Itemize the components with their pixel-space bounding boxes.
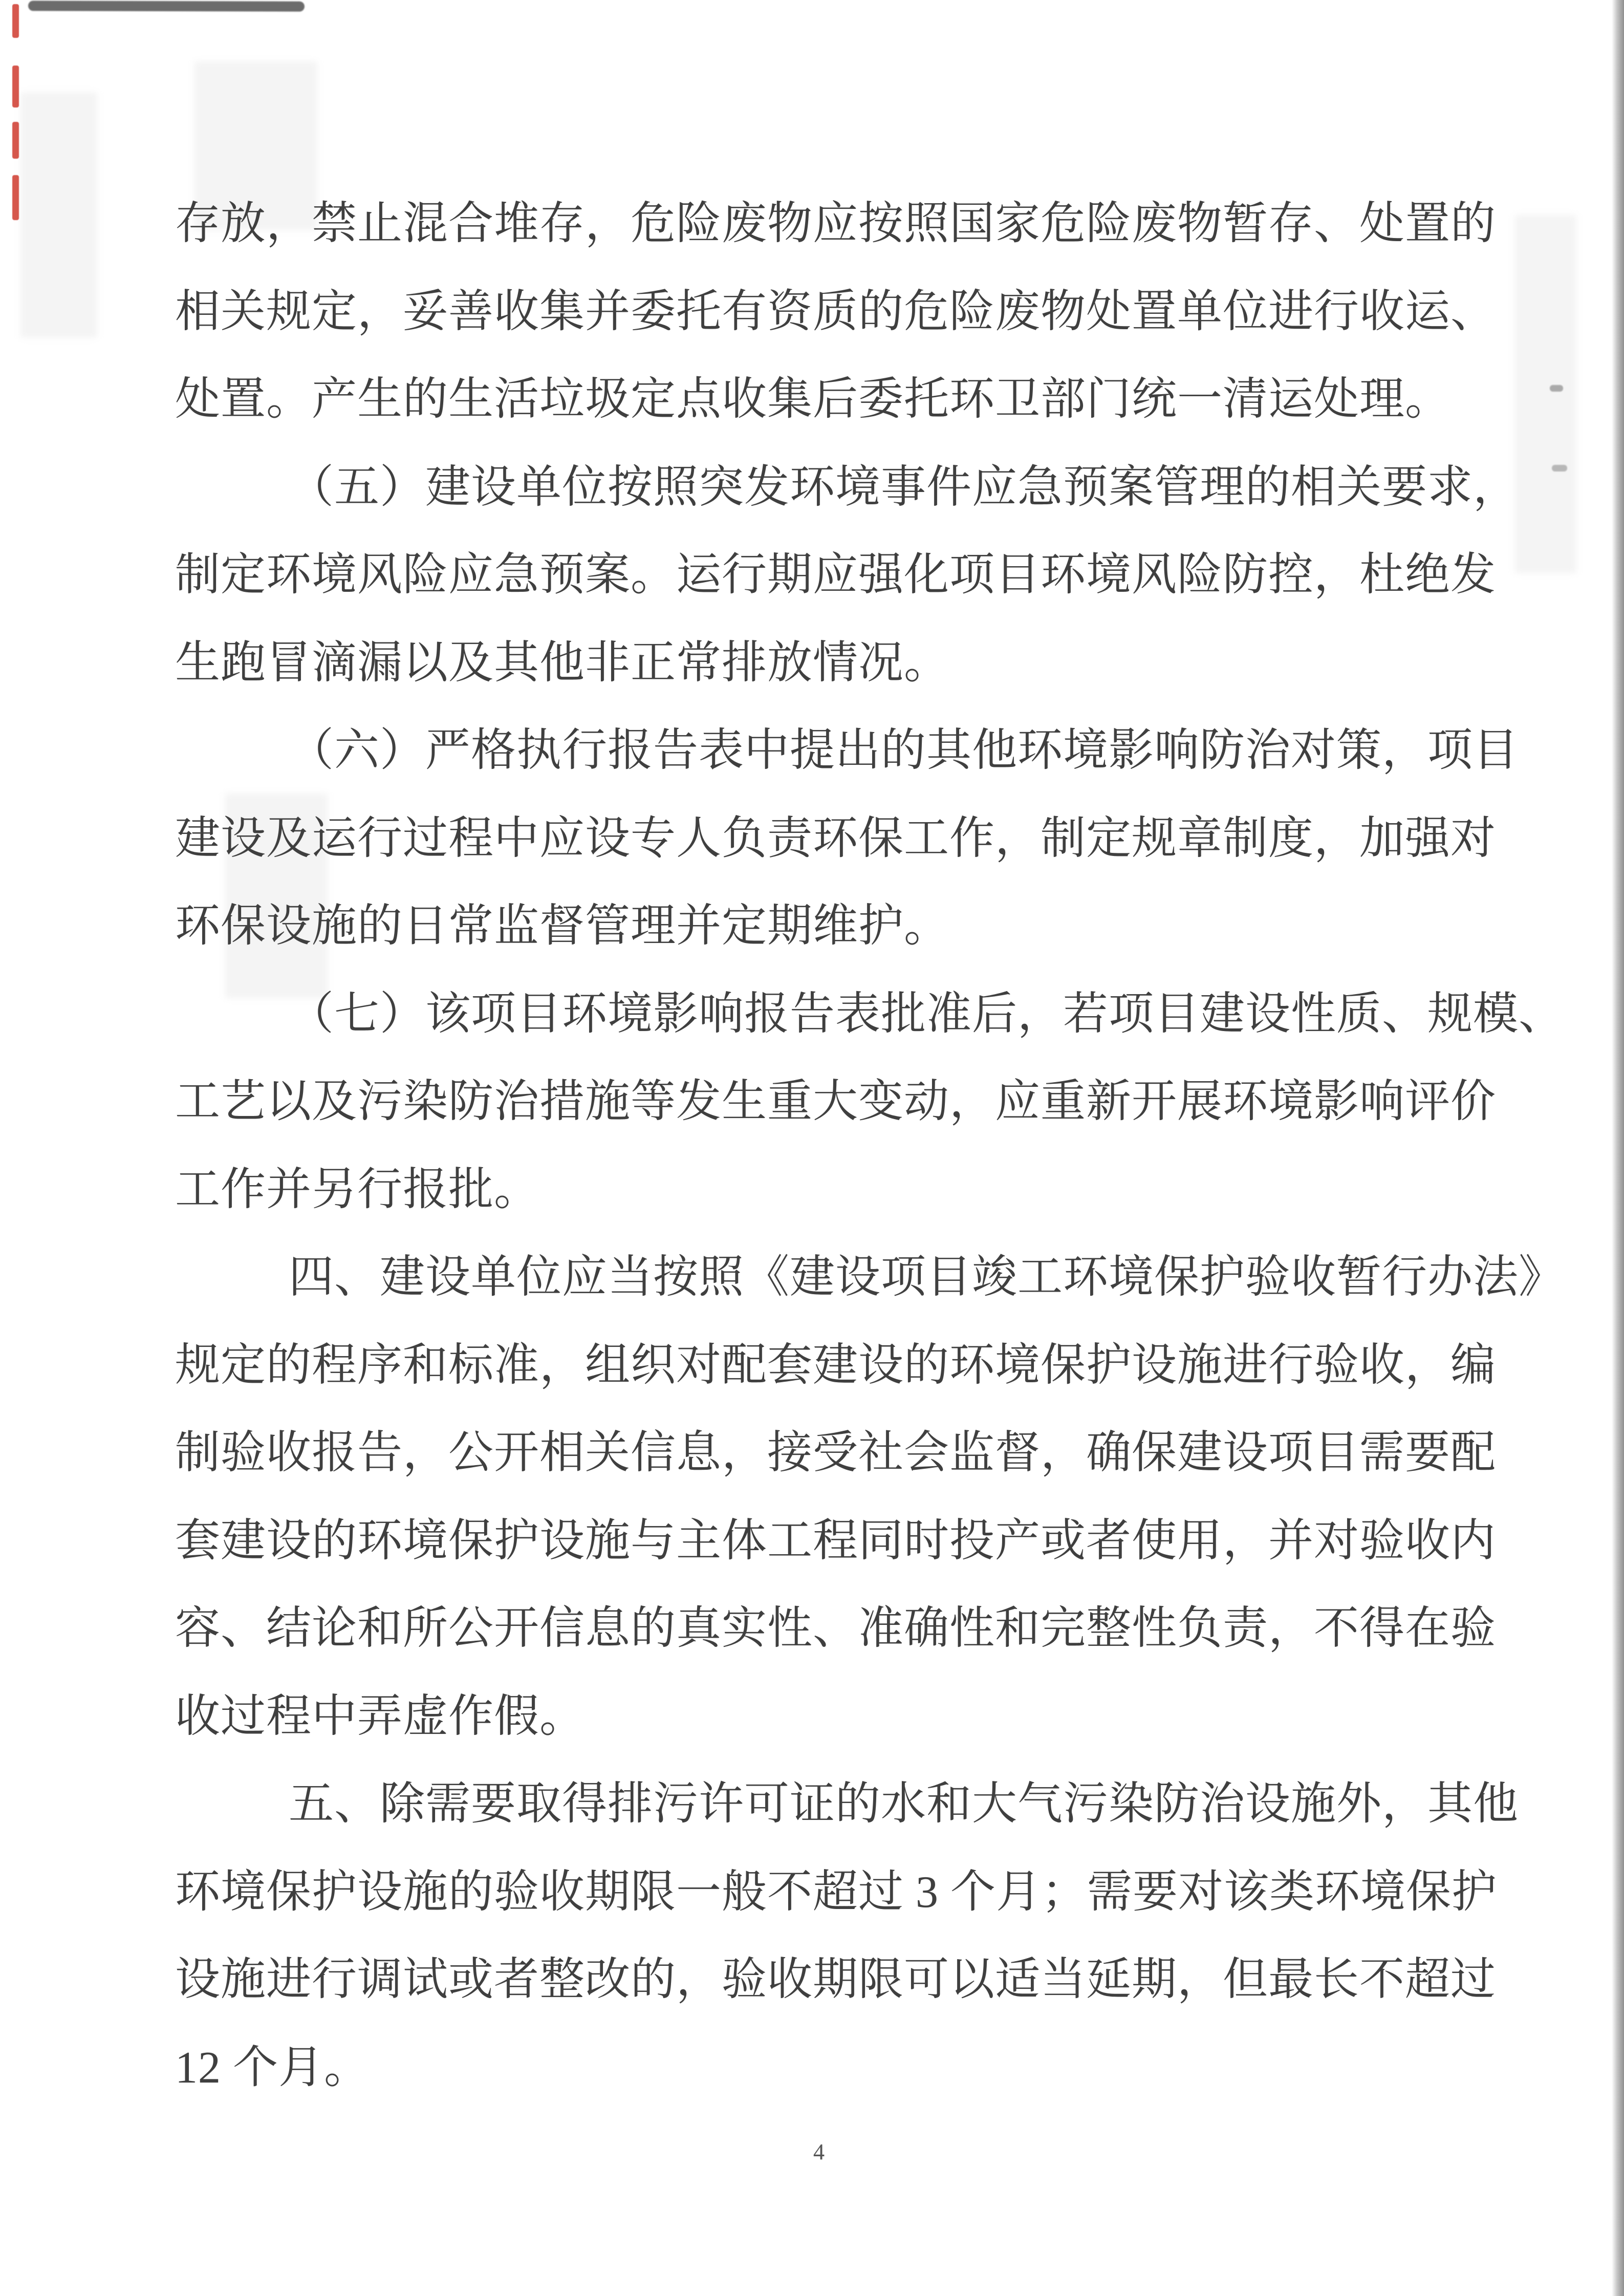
scan-smudge bbox=[1515, 215, 1576, 573]
text-line: （六）严格执行报告表中提出的其他环境影响防治对策，项目 bbox=[289, 726, 1519, 776]
document-body bbox=[175, 180, 1565, 2112]
red-edge-mark bbox=[12, 175, 19, 220]
page-number: 4 bbox=[813, 2139, 825, 2164]
text-line: 环保设施的日常监督管理并定期维护。 bbox=[175, 902, 950, 951]
text-line: 四、建设单位应当按照《建设项目竣工环境保护验收暂行办法》 bbox=[289, 1253, 1565, 1302]
text-line: 相关规定，妥善收集并委托有资质的危险废物处置单位进行收运、 bbox=[175, 287, 1497, 337]
text-line: 规定的程序和标准，组织对配套建设的环境保护设施进行验收，编 bbox=[175, 1340, 1497, 1390]
text-line: 环境保护设施的验收期限一般不超过 3 个月；需要对该类环境保护 bbox=[175, 1867, 1498, 1917]
text-line: （七）该项目环境影响报告表批准后，若项目建设性质、规模、 bbox=[289, 989, 1565, 1039]
text-line: 工作并另行报批。 bbox=[175, 1165, 540, 1215]
text-line: 设施进行调试或者整改的，验收期限可以适当延期，但最长不超过 bbox=[175, 1955, 1497, 2005]
text-line: 套建设的环境保护设施与主体工程同时投产或者使用，并对验收内 bbox=[175, 1516, 1497, 1566]
stray-ink-mark bbox=[1552, 465, 1567, 471]
scan-smudge bbox=[20, 92, 97, 338]
text-line: （五）建设单位按照突发环境事件应急预案管理的相关要求， bbox=[289, 462, 1519, 512]
red-edge-mark bbox=[12, 4, 19, 38]
text-line: 12 个月。 bbox=[175, 2043, 370, 2093]
text-line: 存放，禁止混合堆存，危险废物应按照国家危险废物暂存、处置的 bbox=[175, 199, 1497, 249]
text-line: 处置。产生的生活垃圾定点收集后委托环卫部门统一清运处理。 bbox=[175, 375, 1451, 424]
text-line: 生跑冒滴漏以及其他非正常排放情况。 bbox=[175, 638, 950, 688]
scan-edge-shadow bbox=[1612, 0, 1624, 2296]
text-line: 制定环境风险应急预案。运行期应强化项目环境风险防控，杜绝发 bbox=[175, 550, 1497, 600]
text-line: 五、除需要取得排污许可证的水和大气污染防治设施外，其他 bbox=[289, 1779, 1519, 1829]
text-line: 容、结论和所公开信息的真实性、准确性和完整性负责，不得在验 bbox=[175, 1604, 1497, 1654]
red-edge-mark bbox=[12, 122, 19, 159]
text-line: 收过程中弄虚作假。 bbox=[175, 1691, 586, 1742]
text-line: 建设及运行过程中应设专人负责环保工作，制定规章制度，加强对 bbox=[175, 813, 1497, 864]
red-edge-mark bbox=[12, 66, 19, 108]
text-line: 工艺以及污染防治措施等发生重大变动，应重新开展环境影响评价 bbox=[175, 1077, 1497, 1127]
stray-ink-mark bbox=[1550, 385, 1563, 392]
text-line: 制验收报告，公开相关信息，接受社会监督，确保建设项目需要配 bbox=[175, 1428, 1497, 1478]
scan-streak-artifact bbox=[28, 1, 305, 11]
